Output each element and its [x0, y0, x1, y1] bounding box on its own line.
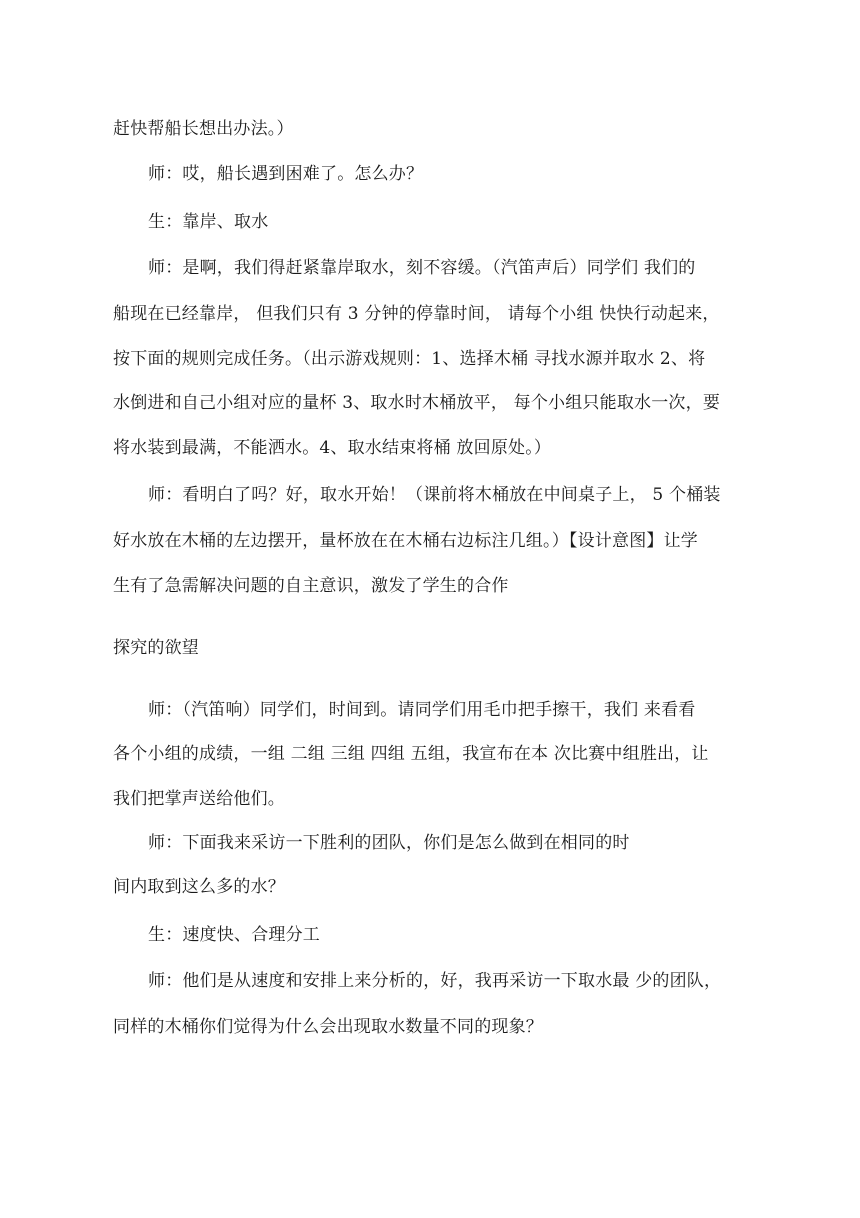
text-line-1: 赶快帮船长想出办法。） [113, 119, 294, 139]
text-line-6: 按下面的规则完成任务。（出示游戏规则：1、选择木桶 寻找水源并取水 2、将 [113, 349, 706, 369]
text-line-4: 师：是啊，我们得赶紧靠岸取水，刻不容缓。（汽笛声后）同学们 我们的 [148, 258, 696, 278]
text-line-16: 师：下面我来采访一下胜利的团队，你们是怎么做到在相同的时 [148, 833, 630, 853]
text-line-10: 好水放在木桶的左边摆开，量杯放在在木桶右边标注几组。）【设计意图】让学 [113, 531, 698, 551]
text-line-8: 将水装到最满，不能洒水。4、取水结束将桶 放回原处。） [113, 438, 552, 458]
text-line-7: 水倒进和自己小组对应的量杯 3、取水时木桶放平， 每个小组只能取水一次，要 [113, 393, 721, 413]
text-line-9: 师：看明白了吗？好，取水开始！（课前将木桶放在中间桌子上， 5 个桶装 [148, 485, 721, 505]
text-line-2: 师：哎，船长遇到困难了。怎么办？ [148, 164, 424, 184]
text-line-20: 同样的木桶你们觉得为什么会出现取水数量不同的现象？ [113, 1017, 543, 1037]
text-line-19: 师：他们是从速度和安排上来分析的，好，我再采访一下取水最 少的团队， [148, 971, 722, 991]
text-line-15: 我们把掌声送给他们。 [113, 789, 285, 809]
text-line-5: 船现在已经靠岸， 但我们只有 3 分钟的停靠时间， 请每个小组 快快行动起来， [113, 304, 720, 324]
text-line-18: 生：速度快、合理分工 [148, 925, 320, 945]
text-line-12: 探究的欲望 [113, 638, 199, 658]
text-line-14: 各个小组的成绩，一组 二组 三组 四组 五组，我宣布在本 次比赛中组胜出，让 [113, 744, 709, 764]
text-line-3: 生：靠岸、取水 [148, 212, 269, 232]
text-line-13: 师：（汽笛响）同学们，时间到。请同学们用毛巾把手擦干，我们 来看看 [148, 700, 696, 720]
text-line-11: 生有了急需解决问题的自主意识，激发了学生的合作 [113, 576, 509, 596]
text-line-17: 间内取到这么多的水？ [113, 877, 285, 897]
